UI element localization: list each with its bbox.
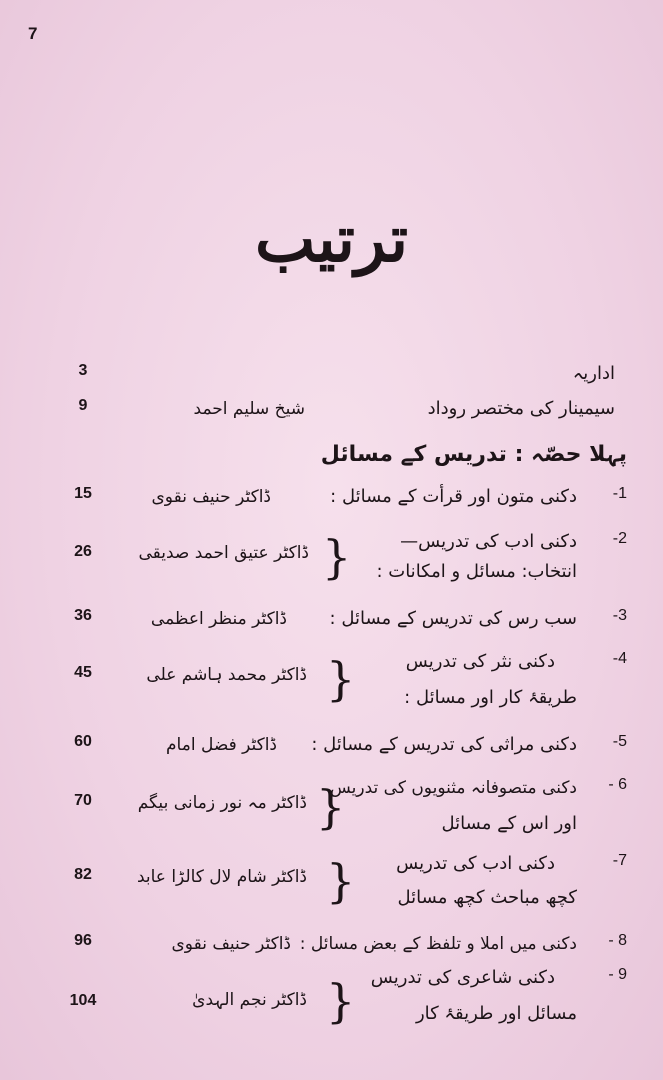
toc-author: ڈاکٹر حنیف نقوی xyxy=(151,487,271,507)
toc-author: شیخ سلیم احمد xyxy=(193,399,305,419)
toc-page-number: 70 xyxy=(74,792,92,809)
toc-title: سیمینار کی مختصر روداد xyxy=(427,398,615,419)
toc-author: ڈاکٹر حنیف نقوی xyxy=(171,934,291,954)
toc-entry-number: -5 xyxy=(612,733,627,750)
toc-title-line: دکنی نثر کی تدریس xyxy=(405,651,555,672)
toc-author: ڈاکٹر شام لال کالڑا عابد xyxy=(136,867,307,887)
toc-author: ڈاکٹر فضل امام xyxy=(166,735,277,755)
toc-page-number: 104 xyxy=(69,992,97,1009)
toc-page-number: 45 xyxy=(74,664,92,681)
toc-author: ڈاکٹر مہ نور زمانی بیگم xyxy=(137,793,307,813)
grouping-brace: } xyxy=(322,530,352,584)
toc-title-line: دکنی متصوفانہ مثنویوں کی تدریس xyxy=(329,778,577,798)
grouping-brace: } xyxy=(316,780,346,834)
toc-author: ڈاکٹر نجم الہدیٰ xyxy=(192,990,307,1010)
page-title: ترتیب xyxy=(254,202,409,277)
toc-title-line: دکنی میں املا و تلفظ کے بعض مسائل : xyxy=(299,934,577,954)
grouping-brace: } xyxy=(326,854,356,908)
grouping-brace: } xyxy=(326,974,356,1028)
section-heading: پہلا حصّہ : تدریس کے مسائل xyxy=(320,442,627,467)
toc-page-number: 36 xyxy=(74,607,92,624)
page-folio: 7 xyxy=(28,24,38,43)
toc-entry-number: - 6 xyxy=(608,776,627,793)
toc-title-line: مسائل اور طریقۂ کار xyxy=(415,1003,577,1024)
toc-page-number: 26 xyxy=(74,543,92,560)
toc-entry-number: -2 xyxy=(612,530,627,547)
toc-entry-number: - 8 xyxy=(608,932,627,949)
toc-title-line: سب رس کی تدریس کے مسائل : xyxy=(329,608,577,629)
toc-title-line: دکنی ادب کی تدریس xyxy=(396,853,555,874)
toc-entry-number: -7 xyxy=(612,852,627,869)
toc-page-number: 96 xyxy=(74,932,92,949)
toc-author: ڈاکٹر عتیق احمد صدیقی xyxy=(138,543,309,563)
toc-title-line: دکنی شاعری کی تدریس xyxy=(370,967,555,988)
toc-title-line: دکنی مراثی کی تدریس کے مسائل : xyxy=(311,734,577,755)
toc-author: ڈاکٹر منظر اعظمی xyxy=(150,609,287,629)
toc-title-line: انتخاب: مسائل و امکانات : xyxy=(376,561,577,582)
toc-title-line: کچھ مباحث کچھ مسائل xyxy=(397,887,577,908)
toc-entry-number: -3 xyxy=(612,607,627,624)
toc-title-line: دکنی ادب کی تدریس— xyxy=(400,531,577,552)
toc-title-line: اور اس کے مسائل xyxy=(441,813,577,834)
toc-title: اداریہ xyxy=(572,363,615,384)
grouping-brace: } xyxy=(326,652,356,706)
toc-entry-number: -4 xyxy=(612,650,627,667)
toc-page-number: 15 xyxy=(74,485,92,502)
toc-entry-number: -1 xyxy=(612,485,627,502)
toc-entry-number: - 9 xyxy=(608,966,627,983)
toc-author: ڈاکٹر محمد ہاشم علی xyxy=(146,665,307,685)
toc-title-line: طریقۂ کار اور مسائل : xyxy=(404,687,577,708)
toc-page-number: 9 xyxy=(78,397,88,414)
toc-title-line: دکنی متون اور قرأت کے مسائل : xyxy=(330,486,577,507)
toc-page-number: 3 xyxy=(78,362,88,379)
toc-page-number: 60 xyxy=(74,733,92,750)
toc-page-number: 82 xyxy=(74,866,92,883)
